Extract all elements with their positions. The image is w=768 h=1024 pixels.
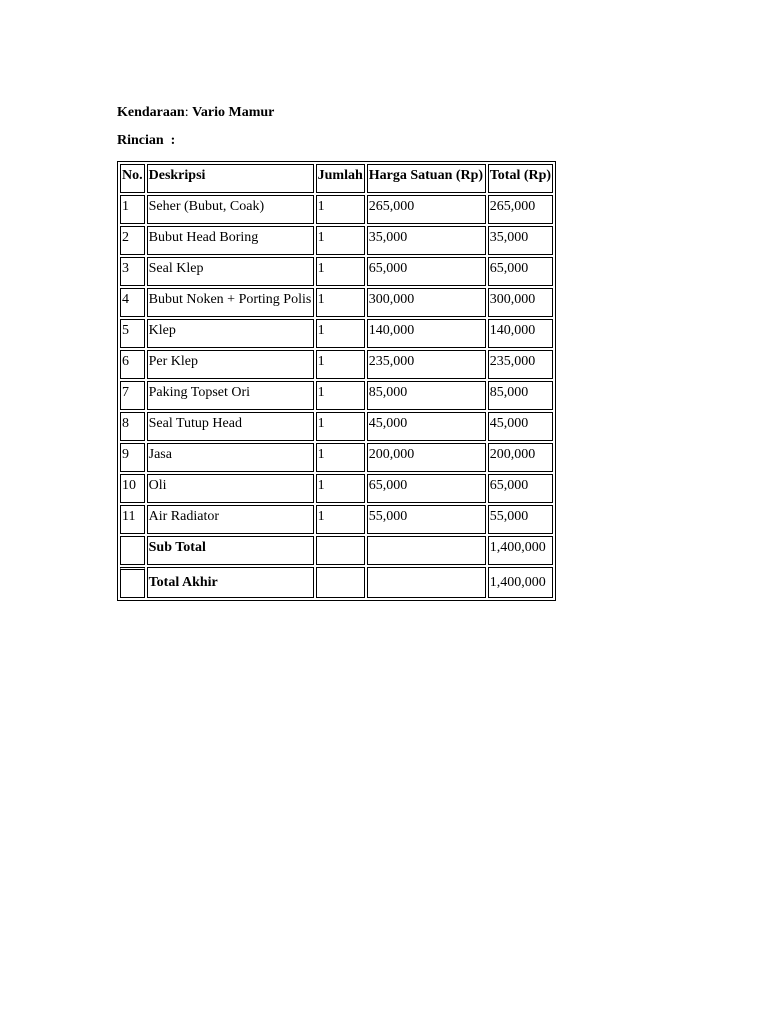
row-description: Seal Klep — [147, 257, 314, 286]
table-row — [120, 226, 553, 255]
table-row — [120, 381, 553, 410]
vehicle-separator: : — [184, 105, 189, 120]
vehicle-label: Kendaraan — [117, 105, 185, 120]
table-row — [120, 195, 553, 224]
subtotal-empty-price — [367, 536, 486, 565]
row-total: 265,000 — [488, 195, 553, 224]
row-unit-price: 140,000 — [367, 319, 486, 348]
row-description: Jasa — [147, 443, 314, 472]
column-header-description: Deskripsi — [147, 164, 314, 193]
table-row — [120, 443, 553, 472]
subtotal-value: 1,400,000 — [488, 536, 553, 565]
row-description: Oli — [147, 474, 314, 503]
grand-total-row — [120, 567, 553, 598]
vehicle-value: Vario Mamur — [192, 105, 275, 120]
row-number: 7 — [120, 381, 145, 410]
row-quantity: 1 — [316, 257, 365, 286]
row-quantity: 1 — [316, 381, 365, 410]
grand-total-label: Total Akhir — [147, 567, 314, 598]
row-number: 9 — [120, 443, 145, 472]
row-number: 6 — [120, 350, 145, 379]
row-total: 85,000 — [488, 381, 553, 410]
row-total: 45,000 — [488, 412, 553, 441]
table-row — [120, 474, 553, 503]
row-total: 65,000 — [488, 257, 553, 286]
row-unit-price: 45,000 — [367, 412, 486, 441]
row-unit-price: 200,000 — [367, 443, 486, 472]
row-quantity: 1 — [316, 195, 365, 224]
table-row — [120, 412, 553, 441]
grand-total-empty-number — [120, 567, 145, 598]
row-quantity: 1 — [316, 350, 365, 379]
row-total: 200,000 — [488, 443, 553, 472]
row-number: 3 — [120, 257, 145, 286]
row-quantity: 1 — [316, 412, 365, 441]
row-number: 4 — [120, 288, 145, 317]
row-number: 8 — [120, 412, 145, 441]
row-number: 1 — [120, 195, 145, 224]
row-description: Seal Tutup Head — [147, 412, 314, 441]
row-quantity: 1 — [316, 319, 365, 348]
row-number: 2 — [120, 226, 145, 255]
row-description: Bubut Head Boring — [147, 226, 314, 255]
row-total: 235,000 — [488, 350, 553, 379]
row-description: Per Klep — [147, 350, 314, 379]
row-quantity: 1 — [316, 474, 365, 503]
row-total: 300,000 — [488, 288, 553, 317]
row-description: Paking Topset Ori — [147, 381, 314, 410]
row-description: Seher (Bubut, Coak) — [147, 195, 314, 224]
row-description: Bubut Noken + Porting Polis — [147, 288, 314, 317]
row-unit-price: 65,000 — [367, 257, 486, 286]
subtotal-empty-number — [120, 536, 145, 565]
row-unit-price: 35,000 — [367, 226, 486, 255]
column-header-total: Total (Rp) — [488, 164, 553, 193]
row-total: 65,000 — [488, 474, 553, 503]
row-total: 35,000 — [488, 226, 553, 255]
row-description: Air Radiator — [147, 505, 314, 534]
grand-total-empty-quantity — [316, 567, 365, 598]
column-header-no: No. — [120, 164, 145, 193]
table-row — [120, 288, 553, 317]
row-total: 55,000 — [488, 505, 553, 534]
row-unit-price: 65,000 — [367, 474, 486, 503]
subtotal-row — [120, 536, 553, 565]
subtotal-empty-quantity — [316, 536, 365, 565]
row-total: 140,000 — [488, 319, 553, 348]
row-quantity: 1 — [316, 288, 365, 317]
row-unit-price: 85,000 — [367, 381, 486, 410]
row-quantity: 1 — [316, 226, 365, 255]
row-quantity: 1 — [316, 443, 365, 472]
table-row — [120, 350, 553, 379]
row-number: 11 — [120, 505, 145, 534]
table-row — [120, 505, 553, 534]
invoice-table — [117, 161, 556, 601]
row-unit-price: 300,000 — [367, 288, 486, 317]
table-row — [120, 257, 553, 286]
row-quantity: 1 — [316, 505, 365, 534]
vehicle-line — [117, 104, 274, 122]
subtotal-label: Sub Total — [147, 536, 314, 565]
details-line — [117, 132, 274, 150]
row-unit-price: 55,000 — [367, 505, 486, 534]
row-description: Klep — [147, 319, 314, 348]
grand-total-empty-price — [367, 567, 486, 598]
column-header-quantity: Jumlah — [316, 164, 365, 193]
table-row — [120, 319, 553, 348]
row-unit-price: 235,000 — [367, 350, 486, 379]
column-header-unit-price: Harga Satuan (Rp) — [367, 164, 486, 193]
row-number: 10 — [120, 474, 145, 503]
row-unit-price: 265,000 — [367, 195, 486, 224]
row-number: 5 — [120, 319, 145, 348]
document-header — [117, 104, 274, 150]
table-header-row — [120, 164, 553, 193]
grand-total-value: 1,400,000 — [488, 567, 553, 598]
details-label: Rincian : — [117, 133, 176, 148]
